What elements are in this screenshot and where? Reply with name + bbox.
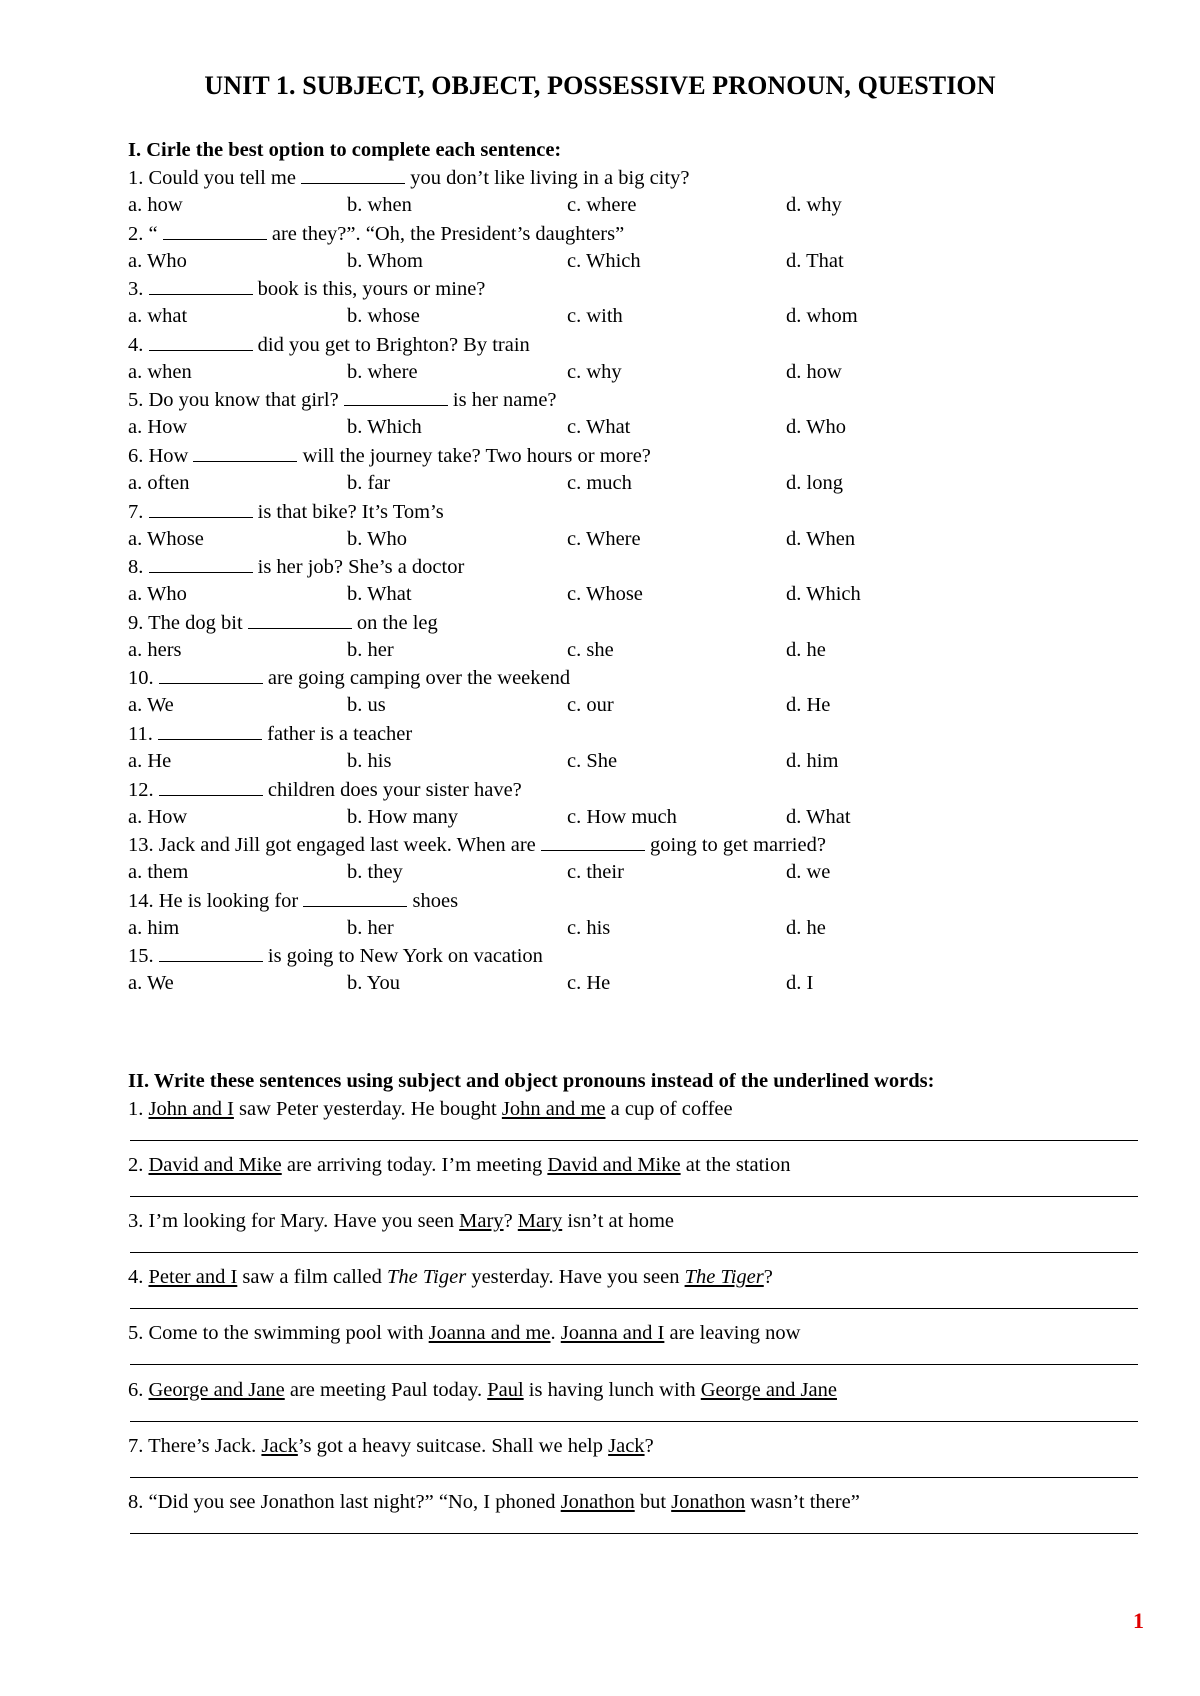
answer-blank[interactable] [159,945,263,962]
question-text: going to get married? [644,834,826,857]
option-c[interactable]: c. much [567,472,632,494]
underlined-word: Jonathon [560,1490,635,1513]
option-a[interactable]: a. hers [128,638,182,661]
option-a[interactable]: a. him [128,916,180,939]
section-1-heading: I. Cirle the best option to complete each sentence: [128,139,562,161]
underlined-word: John and me [501,1098,606,1120]
rewrite-sentence-8 [128,1490,860,1514]
question-4 [128,333,530,357]
option-b[interactable]: b. us [347,694,386,717]
question-14 [128,889,458,913]
rewrite-sentence-1 [128,1097,733,1121]
option-b[interactable]: b. when [347,194,412,216]
question-text: is that bike? It’s Tom’s [252,500,444,523]
question-1 [128,166,689,190]
underlined-word: Jack [261,1434,298,1457]
underlined-word: George and Jane [148,1378,285,1401]
sentence-text: are arriving today. I’m meeting [281,1154,548,1177]
underlined-word: George and Jane [700,1378,837,1401]
question-text: shoes [407,889,459,912]
question-text: 13. Jack and Jill got engaged last week. When are [128,834,541,857]
question-text: book is this, yours or mine? [252,278,486,301]
option-b[interactable]: b. far [347,472,391,494]
underlined-word: David and Mike [547,1154,681,1177]
answer-line[interactable] [130,1421,1138,1422]
underlined-word: Joanna and I [560,1322,665,1345]
answer-blank[interactable] [149,334,253,351]
question-15 [128,944,543,968]
option-d[interactable]: d. What [786,805,851,828]
option-b[interactable]: b. whose [347,305,420,328]
option-a[interactable]: a. How [128,416,188,439]
question-3 [128,277,485,301]
underlined-word: Paul [487,1378,524,1401]
option-d[interactable]: d. Which [786,583,861,606]
option-b[interactable]: b. his [347,750,392,772]
question-text: children does your sister have? [262,778,522,801]
option-c[interactable]: c. Where [567,527,641,550]
question-7 [128,500,444,524]
answer-line[interactable] [130,1533,1138,1534]
option-a[interactable]: a. them [128,861,189,884]
question-text: is going to New York on vacation [262,945,543,968]
option-a[interactable]: a. He [128,750,172,772]
answer-blank[interactable] [149,278,253,295]
sentence-text: 6. [128,1378,149,1401]
question-text: 12. [128,778,159,801]
question-text: 8. [128,556,149,579]
question-11 [128,722,412,746]
question-text: is her job? She’s a doctor [252,556,465,579]
question-9 [128,611,438,635]
answer-blank[interactable] [248,612,352,629]
option-d[interactable]: d. I [786,972,814,995]
question-text: 1. Could you tell me [128,167,302,189]
answer-blank[interactable] [149,556,253,573]
sentence-text: 5. Come to the swimming pool with [128,1322,429,1345]
option-c[interactable]: c. his [567,916,611,939]
answer-blank[interactable] [541,834,645,851]
option-c[interactable]: c. He [567,972,611,995]
answer-blank[interactable] [159,779,263,796]
answer-blank[interactable] [158,723,262,740]
question-text: 7. [128,500,149,523]
question-text: are they?”. “Oh, the President’s daughters” [266,222,625,245]
underlined-word: Mary [459,1210,504,1233]
rewrite-sentence-2 [128,1153,791,1177]
sentence-text: 7. There’s Jack. [128,1434,262,1457]
question-10 [128,666,570,690]
sentence-text: saw a film called [237,1266,388,1289]
sentence-text: are leaving now [664,1322,801,1345]
sentence-text: 1. [128,1098,149,1120]
option-d[interactable]: d. When [786,527,856,550]
question-text: 6. How [128,445,194,467]
option-c[interactable]: c. Which [567,249,641,272]
question-text: is her name? [447,389,557,412]
sentence-text: are meeting Paul today. [284,1378,488,1401]
question-text: are going camping over the weekend [262,667,571,690]
question-13 [128,833,826,857]
option-a[interactable]: a. How [128,805,188,828]
answer-blank[interactable] [301,167,405,184]
answer-line[interactable] [130,1196,1138,1197]
option-d[interactable]: d. he [786,916,826,939]
rewrite-sentence-7 [128,1434,654,1458]
underlined-word: Mary [517,1210,563,1233]
option-b[interactable]: b. How many [347,805,459,828]
rewrite-sentence-3 [128,1209,674,1233]
option-a[interactable]: a. Whose [128,527,204,550]
question-text: 5. Do you know that girl? [128,389,344,412]
question-6 [128,444,651,468]
sentence-text: but [634,1490,672,1513]
option-a[interactable]: a. Who [128,249,187,272]
sentence-text: at the station [680,1154,791,1177]
option-c[interactable]: c. where [567,194,637,216]
option-c[interactable]: c. Whose [567,583,643,606]
option-c[interactable]: c. with [567,305,623,328]
sentence-text: yesterday. Have you seen [466,1266,685,1289]
sentence-text: ? [644,1434,654,1457]
option-c[interactable]: c. our [567,694,614,717]
sentence-text: 8. “Did you see Jonathon last night?” “No, I phoned [128,1490,561,1513]
option-b[interactable]: b. Who [347,527,407,550]
option-a[interactable]: a. how [128,194,183,216]
option-d[interactable]: d. him [786,750,839,772]
sentence-text: isn’t at home [562,1210,674,1233]
rewrite-sentence-6 [128,1378,837,1402]
option-b[interactable]: b. her [347,638,394,661]
option-c[interactable]: c. why [567,360,622,383]
option-b[interactable]: b. Whom [347,249,423,272]
option-d[interactable]: d. That [786,249,844,272]
underlined-word: John and I [148,1098,234,1120]
question-text: 2. “ [128,222,163,245]
question-8 [128,555,464,579]
underlined-word: David and Mike [148,1154,282,1177]
option-a[interactable]: a. when [128,360,192,383]
question-text: 4. [128,333,149,356]
question-text: did you get to Brighton? By train [252,333,530,356]
sentence-text: 4. [128,1266,149,1289]
option-b[interactable]: b. You [347,972,400,995]
rewrite-sentence-4 [128,1265,773,1289]
option-d[interactable]: d. how [786,360,842,383]
question-text: on the leg [351,611,438,634]
option-c[interactable]: c. their [567,861,624,884]
answer-line[interactable] [130,1252,1138,1253]
sentence-text: 3. I’m looking for Mary. Have you seen [128,1210,460,1233]
sentence-text: ’s got a heavy suitcase. Shall we help [297,1434,609,1457]
sentence-text: 2. [128,1154,149,1177]
option-a[interactable]: a. We [128,694,174,717]
question-text: will the journey take? Two hours or more? [297,445,651,467]
page-number: 1 [1133,1608,1144,1633]
option-b[interactable]: b. her [347,916,394,939]
option-a[interactable]: a. We [128,972,174,995]
sentence-text: . [550,1322,561,1345]
option-b[interactable]: b. they [347,861,403,884]
answer-blank[interactable] [303,890,407,907]
answer-blank[interactable] [344,389,448,406]
question-12 [128,778,522,802]
option-b[interactable]: b. where [347,360,418,383]
question-text: father is a teacher [262,723,413,745]
sentence-text: a cup of coffee [605,1098,733,1120]
question-text: 10. [128,667,159,690]
option-c[interactable]: c. she [567,638,614,661]
underlined-word: Joanna and me [428,1322,551,1345]
option-c[interactable]: c. She [567,750,618,772]
underlined-word: The Tiger [684,1266,764,1289]
sentence-text: saw Peter yesterday. He bought [233,1098,502,1120]
option-a[interactable]: a. often [128,472,190,494]
answer-blank[interactable] [159,667,263,684]
answer-blank[interactable] [163,223,267,240]
option-d[interactable]: d. he [786,638,826,661]
answer-blank[interactable] [193,445,297,462]
question-5 [128,388,557,412]
question-text: 3. [128,278,149,301]
option-d[interactable]: d. whom [786,305,858,328]
underlined-word: Peter and I [148,1266,238,1289]
option-d[interactable]: d. He [786,694,831,717]
question-text: 14. He is looking for [128,889,304,912]
sentence-text: The Tiger [387,1266,467,1289]
answer-line[interactable] [130,1477,1138,1478]
sentence-text: ? [503,1210,518,1233]
sentence-text: wasn’t there” [745,1490,860,1513]
question-text: 15. [128,945,159,968]
section-2-heading: II. Write these sentences using subject and object pronouns instead of the underlined words: [128,1070,935,1092]
rewrite-sentence-5 [128,1321,800,1345]
question-text: 11. [128,723,158,745]
option-b[interactable]: b. Which [347,416,422,439]
option-a[interactable]: a. what [128,305,188,328]
option-c[interactable]: c. What [567,416,631,439]
underlined-word: Jonathon [671,1490,746,1513]
page-title: UNIT 1. SUBJECT, OBJECT, POSSESSIVE PRONOUN, QUESTION [204,71,996,100]
option-c[interactable]: c. How much [567,805,677,828]
sentence-text: is having lunch with [523,1378,701,1401]
question-text: you don’t like living in a big city? [405,167,690,189]
answer-line[interactable] [130,1140,1138,1141]
question-2 [128,222,624,246]
option-d[interactable]: d. Who [786,416,846,439]
sentence-text: ? [763,1266,773,1289]
option-b[interactable]: b. What [347,583,412,606]
option-d[interactable]: d. long [786,472,843,494]
question-text: 9. The dog bit [128,611,248,634]
answer-blank[interactable] [149,501,253,518]
option-d[interactable]: d. why [786,194,842,216]
answer-line[interactable] [130,1308,1138,1309]
underlined-word: Jack [608,1434,645,1457]
option-a[interactable]: a. Who [128,583,187,606]
option-d[interactable]: d. we [786,861,831,884]
answer-line[interactable] [130,1364,1138,1365]
